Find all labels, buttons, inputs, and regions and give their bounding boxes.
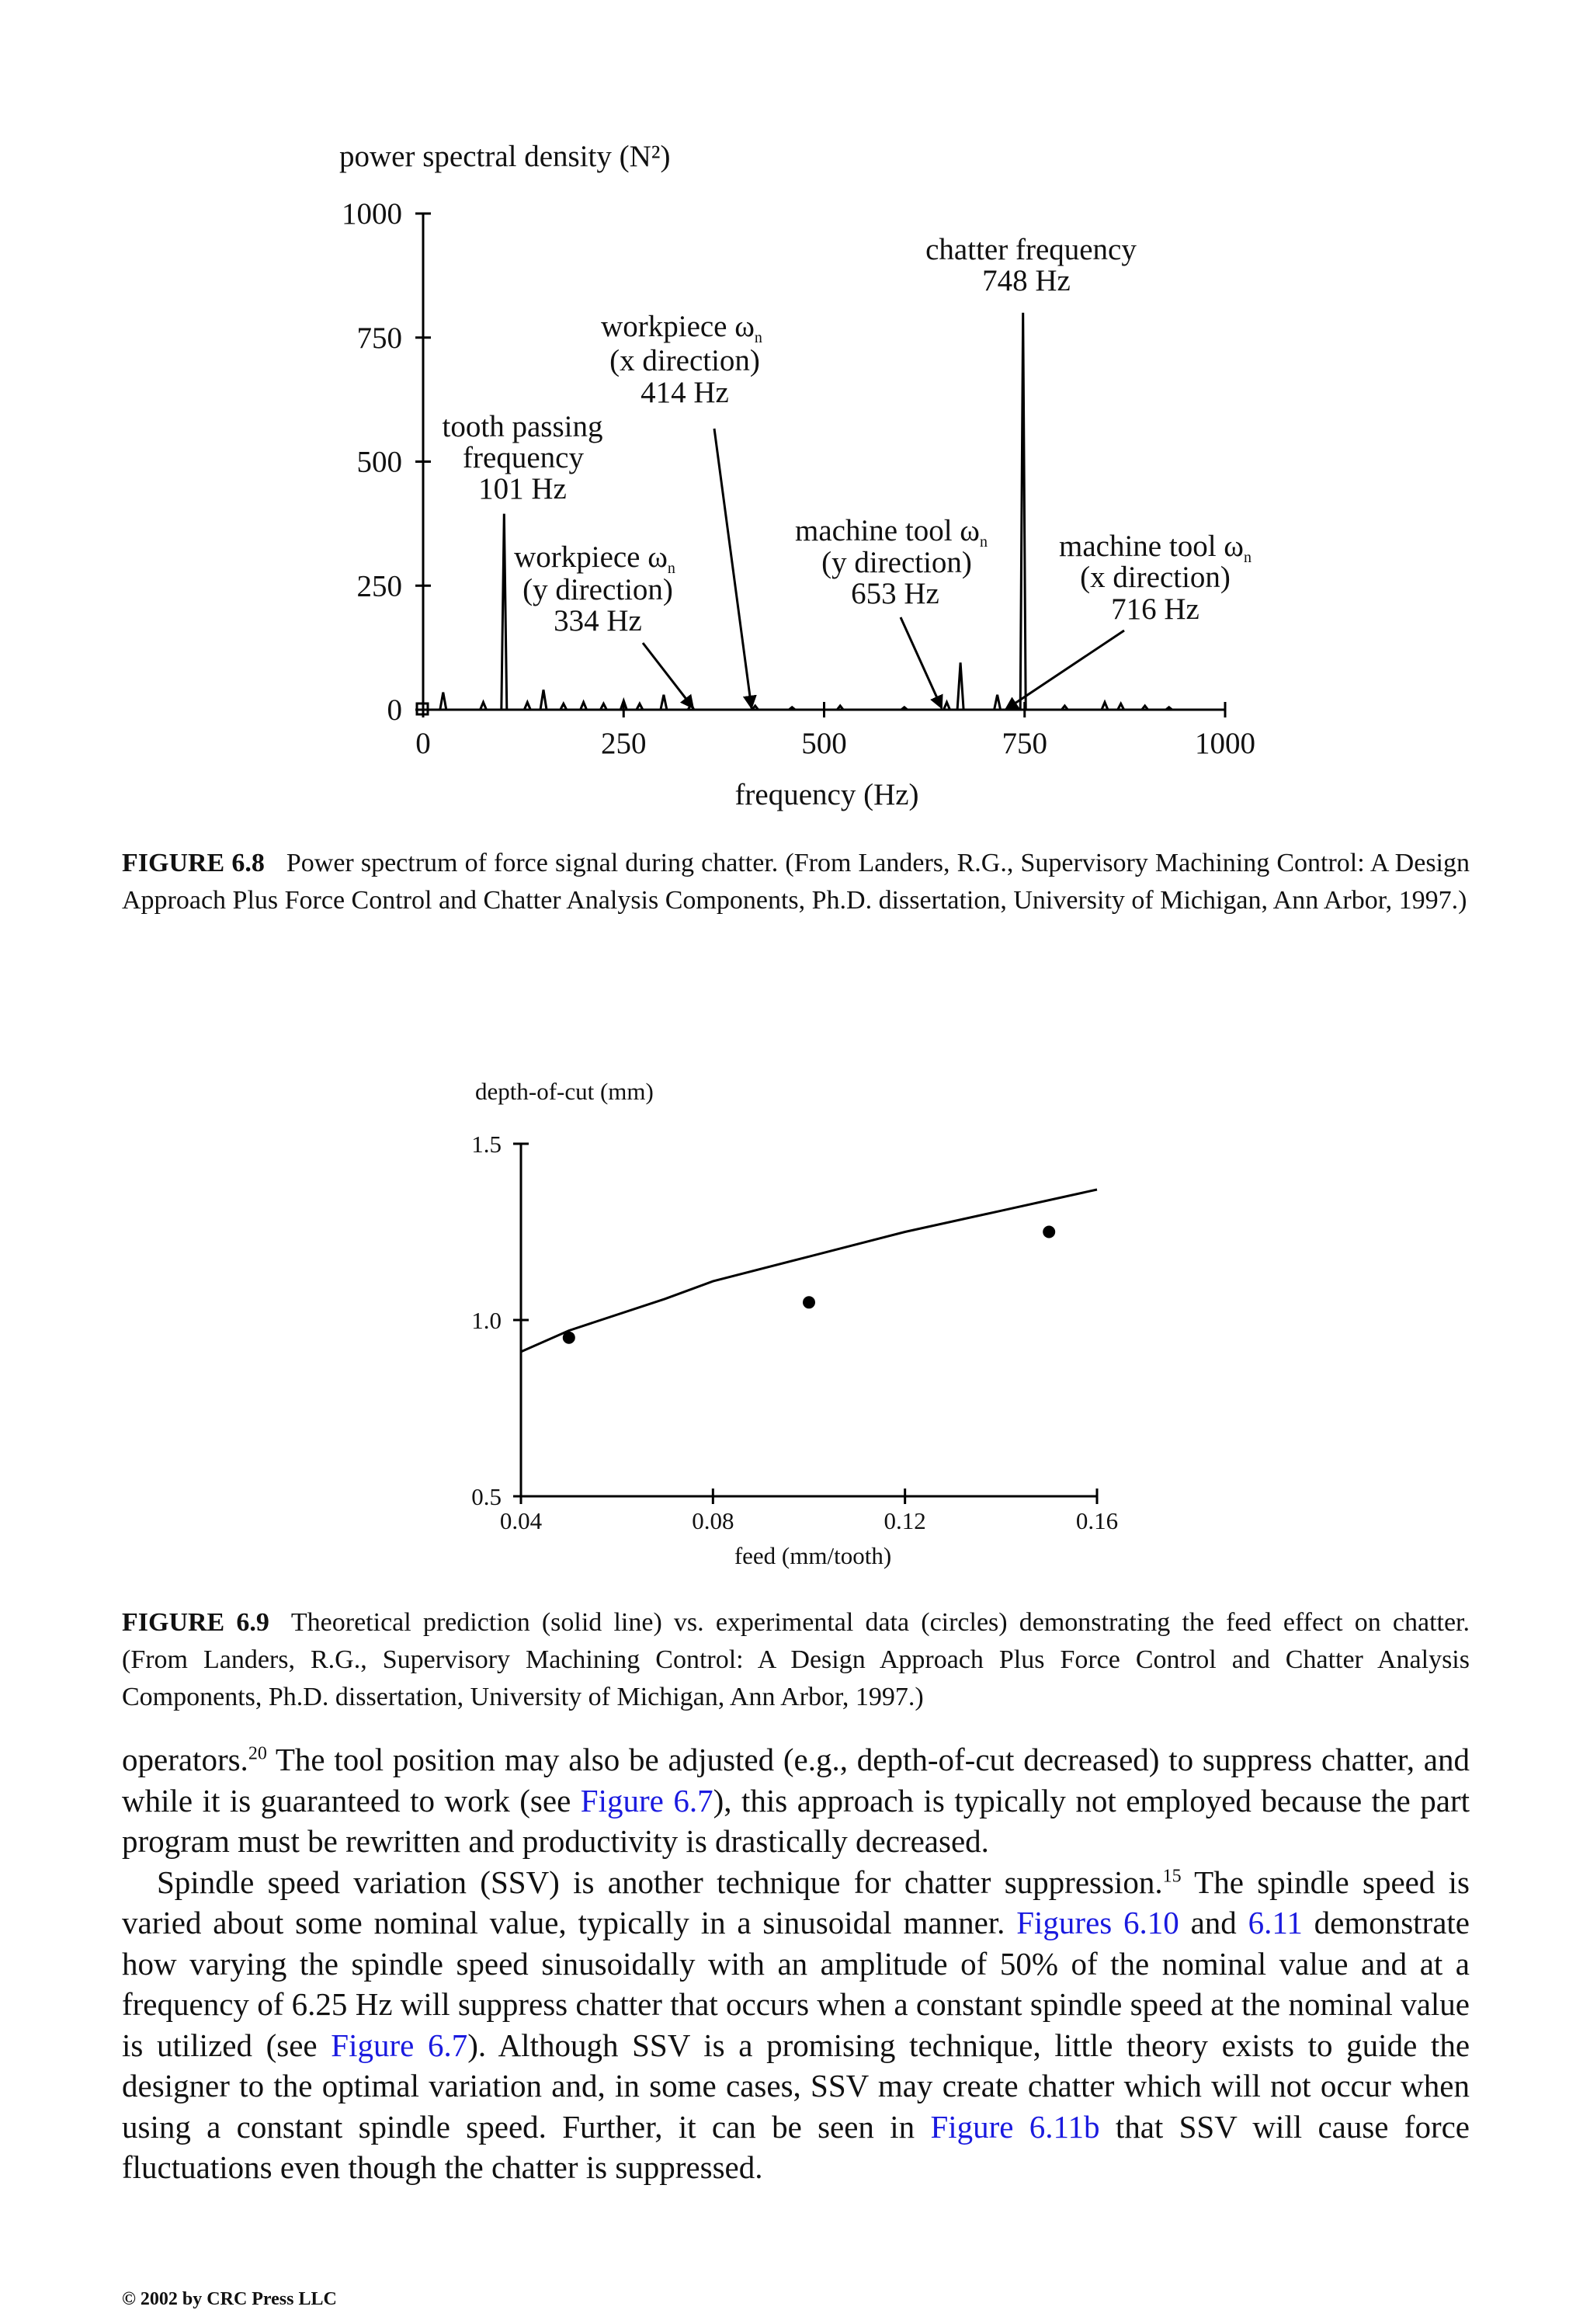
copyright-footer: © 2002 by CRC Press LLC — [122, 2289, 337, 2309]
chart1-x-tick-label: 750 — [1002, 727, 1047, 760]
figure-6-9-caption — [122, 1604, 1470, 1716]
svg-text:414 Hz: 414 Hz — [641, 376, 729, 409]
chart2-x-tick-label: 0.16 — [1075, 1507, 1119, 1534]
paragraph-2: Spindle speed variation (SSV) is another technique for chatter suppression.$^{15}$ The spindle speed is varied about some nominal value, typically in a sinusoidal manner. Figures 6.10 and 6.11 demonstrate how varying the spindle speed sinusoidally with an amplitude of 50% of the nominal value and at a frequency of 6.25 Hz will suppress chatter that occurs when a constant spindle speed at the nominal value is utilized (see Figure 6.7). Although SSV is a promising technique, little theory exists to guide the designer to the optimal variation and, in some cases, SSV may create chatter which will not occur when using a constant spindle speed. Further, it can be seen in Figure 6.11b that SSV will cause force fluctuations even though the chatter is suppressed. — [122, 1864, 1470, 2185]
chart1-y-tick-label: 1000 — [342, 197, 402, 231]
svg-text:101 Hz: 101 Hz — [478, 472, 567, 505]
arrow-machine-tool-x — [1005, 631, 1124, 710]
annotation-workpiece-x — [601, 310, 762, 409]
chart1-y-tick-label: 0 — [387, 693, 402, 727]
chart1-x-tick-label: 1000 — [1195, 727, 1255, 760]
svg-text:(y direction): (y direction) — [821, 546, 972, 579]
svg-text:(x direction): (x direction) — [609, 344, 760, 377]
svg-text:chatter frequency: chatter frequency — [925, 233, 1137, 266]
annotation-machine-tool-x — [1059, 530, 1252, 626]
svg-text:748 Hz: 748 Hz — [982, 264, 1071, 297]
chart2-ylabel: depth-of-cut (mm) — [475, 1078, 654, 1105]
paragraph-1: operators.$^{20}$ The tool position may also be adjusted (e.g., depth-of-cut decreased) to suppress chatter, and while it is guaranteed to work (see Figure 6.7), this approach is typically not employed because the part program must be rewritten and productivity is drastically decreased. — [122, 1742, 1470, 1859]
link-figure-6-7-b[interactable]: Figure 6.7 — [331, 2027, 468, 2063]
svg-text:workpiece ωn: workpiece $\omega_n$ — [601, 310, 762, 346]
chart1-xlabel: frequency (Hz) — [734, 778, 919, 811]
svg-text:334 Hz: 334 Hz — [554, 604, 642, 637]
link-figure-6-11[interactable]: 6.11 — [1248, 1905, 1303, 1940]
svg-text:(y direction): (y direction) — [522, 573, 673, 606]
link-figure-6-7[interactable]: Figure 6.7 — [580, 1782, 713, 1819]
link-figure-6-11b[interactable]: Figure 6.11b — [930, 2108, 1100, 2145]
caption-text: Theoretical prediction (solid line) vs. experimental data (circles) demonstrating the feed effect on chatter. (From Landers, R.G., Supervisory Machining Control: A Design Approach Plus Force Control and Chatter Analysis Components, Ph.D. dissertation, University of Michigan, Ann Arbor, 1997.) — [122, 1608, 1470, 1711]
svg-text:machine tool ωn: machine tool $\omega_n$ — [1059, 530, 1252, 566]
annotation-chatter-frequency — [925, 233, 1137, 297]
chart2-y-tick-label: 1.5 — [471, 1131, 502, 1158]
svg-text:tooth passing: tooth passing — [442, 410, 603, 443]
svg-text:machine tool ωn: machine tool $\omega_n$ — [795, 514, 988, 551]
arrow-machine-tool-y — [901, 617, 942, 708]
theoretical-prediction-line — [521, 1190, 1097, 1352]
annotation-tooth-passing — [443, 410, 603, 505]
svg-text:716 Hz: 716 Hz — [1111, 592, 1199, 626]
chart1-y-tick-label: 500 — [356, 445, 402, 479]
chart2-y-tick-label: 1.0 — [471, 1307, 502, 1334]
chart1-y-tick-label: 750 — [356, 321, 402, 355]
chart1-ylabel: power spectral density (N²) — [339, 140, 671, 173]
body-text — [122, 1739, 1470, 2188]
svg-text:workpiece ωn: workpiece $\omega_n$ — [514, 540, 675, 577]
citation-20[interactable]: 20 — [248, 1743, 267, 1764]
experimental-data-point — [803, 1296, 815, 1308]
chart2-x-tick-label: 0.08 — [692, 1507, 734, 1534]
experimental-data-point — [563, 1332, 575, 1344]
chart1-x-tick-label: 500 — [801, 727, 847, 760]
caption-label: FIGURE 6.8 — [122, 849, 265, 877]
annotation-workpiece-y — [514, 540, 675, 637]
chart2-x-tick-label: 0.12 — [884, 1507, 926, 1534]
chart2-y-tick-label: 0.5 — [471, 1483, 502, 1510]
annotation-machine-tool-y — [795, 514, 988, 610]
chart1-y-tick-label: 250 — [356, 569, 402, 603]
spectrum-line — [423, 313, 1185, 710]
svg-text:653 Hz: 653 Hz — [851, 577, 939, 610]
figure-6-8-caption — [122, 845, 1470, 919]
caption-text: Power spectrum of force signal during chatter. (From Landers, R.G., Supervisory Machining Control: A Design Approach Plus Force Control and Chatter Analysis Components, Ph.D. dissertation, University of Michigan, Ann Arbor, 1997.) — [122, 849, 1470, 915]
chart1-x-tick-label: 0 — [415, 727, 431, 760]
arrow-workpiece-x — [714, 429, 752, 708]
feed-effect-chart — [0, 1056, 1590, 1584]
chart2-xlabel: feed (mm/tooth) — [734, 1542, 892, 1569]
chart1-x-tick-label: 250 — [601, 727, 647, 760]
chart2-x-tick-label: 0.04 — [499, 1507, 543, 1534]
link-figures-6-10[interactable]: Figures 6.10 — [1016, 1905, 1179, 1940]
svg-text:frequency: frequency — [463, 441, 584, 474]
arrow-workpiece-y — [643, 643, 693, 708]
svg-text:(x direction): (x direction) — [1080, 561, 1231, 594]
caption-label: FIGURE 6.9 — [122, 1608, 269, 1637]
experimental-data-point — [1043, 1226, 1055, 1238]
power-spectrum-chart — [0, 0, 1590, 823]
citation-15[interactable]: 15 — [1162, 1865, 1182, 1886]
